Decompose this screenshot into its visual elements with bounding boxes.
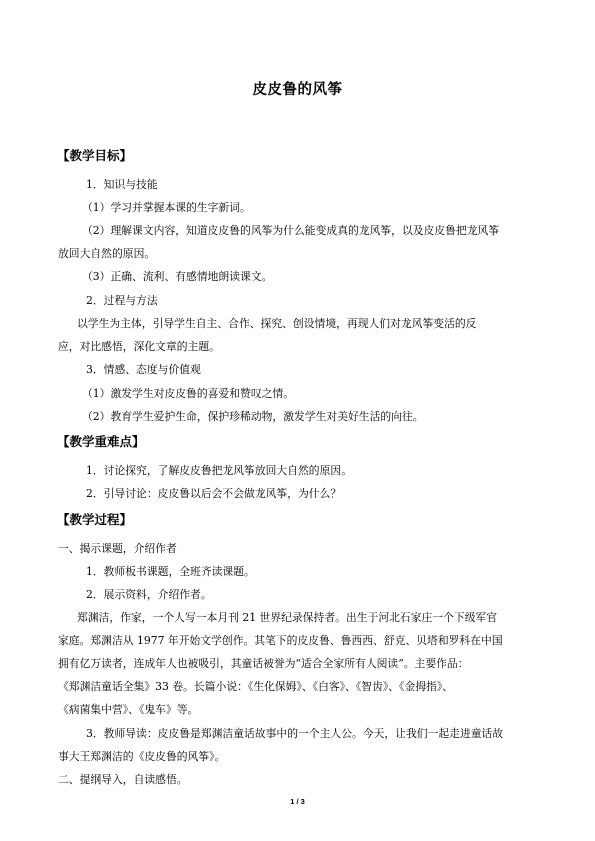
paragraph-line: 《郑渊洁童话全集》33 卷。长篇小说：《生化保姆》、《白客》、《智齿》、《金拇指》、 bbox=[58, 680, 454, 693]
paragraph-line: 2．展示资料，介绍作者。 bbox=[86, 588, 212, 601]
paragraph-line: 二、提纲导入，自读感悟。 bbox=[58, 773, 188, 786]
paragraph-line: 拥有亿万读者，连成年人也被吸引，其童话被誉为“适合全家所有人阅读”。主要作品： bbox=[58, 657, 469, 670]
paragraph-line: 事大王郑渊洁的《皮皮鲁的风筝》。 bbox=[58, 750, 226, 763]
paragraph-line: （3）正确、流利、有感情地朗读课文。 bbox=[82, 270, 273, 283]
paragraph-line: 1．知识与技能 bbox=[86, 178, 158, 191]
paragraph-line: 郑渊洁，作家，一个人写一本月刊 21 世界纪录保持者。出生于河北石家庄一个下级军官 bbox=[77, 611, 498, 624]
paragraph-line: 3．情感、态度与价值观 bbox=[86, 363, 201, 376]
paragraph-line: （1）激发学生对皮皮鲁的喜爱和赞叹之情。 bbox=[82, 387, 295, 400]
section-heading-objectives: 【教学目标】 bbox=[57, 148, 133, 163]
paragraph-line: 1．讨论探究，了解皮皮鲁把龙风筝放回大自然的原因。 bbox=[86, 464, 352, 477]
paragraph-line: 《病菌集中营》、《鬼车》等。 bbox=[58, 703, 199, 716]
paragraph-line: 3．教师导读：皮皮鲁是郑渊洁童话故事中的一个主人公。今天，让我们一起走进童话故 bbox=[86, 727, 504, 740]
paragraph-line: 2．引导讨论：皮皮鲁以后会不会做龙风筝，为什么？ bbox=[86, 487, 342, 500]
paragraph-line: 1．教师板书课题，全班齐读课题。 bbox=[86, 565, 255, 578]
paragraph-line: （2）教育学生爱护生命，保护珍稀动物，激发学生对美好生活的向往。 bbox=[82, 410, 424, 423]
section-heading-process: 【教学过程】 bbox=[57, 512, 133, 527]
document-title: 皮皮鲁的风筝 bbox=[252, 82, 343, 98]
page-number: 1 / 3 bbox=[290, 797, 305, 806]
paragraph-line: （2）理解课文内容，知道皮皮鲁的风筝为什么能变成真的龙风筝，以及皮皮鲁把龙风筝 bbox=[82, 224, 500, 237]
section-heading-key-points: 【教学重难点】 bbox=[57, 434, 145, 449]
paragraph-line: 一、揭示课题，介绍作者 bbox=[58, 542, 177, 555]
paragraph-line: 家庭。郑渊洁从 1977 年开始文学创作。其笔下的皮皮鲁、鲁西西、舒克、贝塔和罗科在中国 bbox=[58, 634, 503, 647]
paragraph-line: 放回大自然的原因。 bbox=[58, 247, 156, 260]
paragraph-line: （1）学习并掌握本课的生字新词。 bbox=[82, 201, 251, 214]
paragraph-line: 以学生为主体，引导学生自主、合作、探究、创设情境，再现人们对龙风筝变活的反 bbox=[77, 317, 477, 330]
paragraph-line: 应，对比感悟，深化文章的主题。 bbox=[58, 340, 220, 353]
paragraph-line: 2．过程与方法 bbox=[86, 294, 158, 307]
